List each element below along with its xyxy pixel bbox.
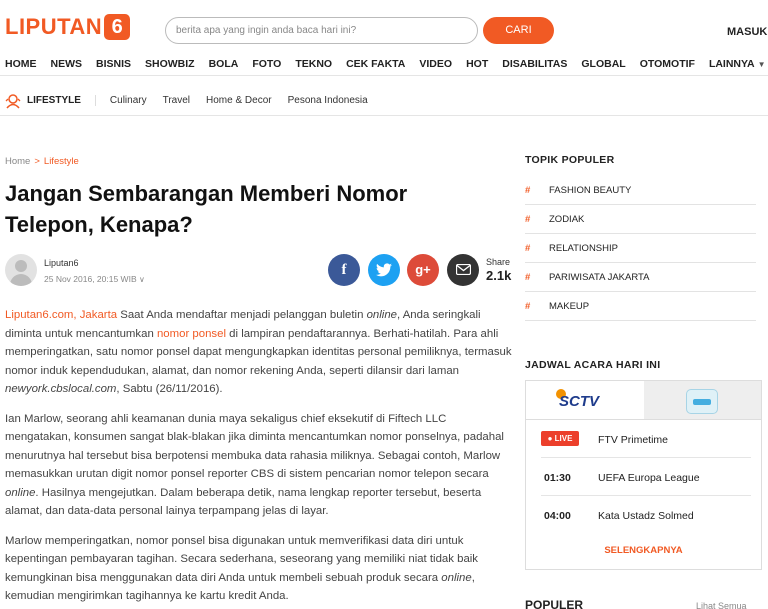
schedule-row[interactable] — [541, 421, 751, 458]
hashtag-icon: # — [525, 184, 531, 196]
list-item[interactable] — [525, 292, 756, 321]
hashtag-icon: # — [525, 271, 531, 283]
text-italic: online — [441, 571, 472, 584]
site-header — [0, 0, 768, 50]
breadcrumb-current[interactable]: Lifestyle — [43, 156, 79, 167]
nav-item-lainnya[interactable] — [709, 58, 766, 70]
nav-item-otomotif[interactable]: OTOMOTIF — [639, 57, 695, 70]
topik-label: MAKEUP — [549, 300, 590, 312]
article-paragraph — [5, 410, 515, 521]
text-italic: newyork.cbslocal.com — [5, 383, 117, 395]
sctv-logo: SCTV — [559, 393, 600, 410]
list-item[interactable] — [525, 176, 756, 205]
article-paragraph — [5, 532, 515, 606]
channel-tabs — [526, 381, 761, 420]
tab-indosiar[interactable] — [644, 381, 761, 420]
nav-item-video[interactable]: VIDEO — [419, 57, 453, 70]
chevron-down-icon: ∨ — [139, 275, 145, 284]
topik-populer-title: TOPIK POPULER — [525, 154, 615, 166]
list-item[interactable] — [525, 205, 756, 234]
main-nav — [0, 52, 768, 76]
list-item[interactable] — [525, 263, 756, 292]
tab-sctv[interactable] — [526, 381, 644, 420]
text-italic: online — [5, 486, 36, 499]
schedule-row[interactable] — [541, 459, 751, 496]
schedule-title: FTV Primetime — [598, 434, 669, 446]
text: di lampiran pendaftarannya. Berhati-hatilah. Para ahli memperingatkan, satu nomor ponsel dapat mengungkapkan identitas personal pemiliknya, termasuk nomor induk kependudukan, alamat, dan nomor rekening Anda, seperti dilansir dari laman — [5, 327, 512, 377]
subnav-item-travel[interactable]: Travel — [162, 95, 191, 106]
search-button[interactable]: CARI — [483, 17, 554, 44]
populer-see-all-link[interactable]: Lihat Semua — [696, 601, 747, 609]
article-source-link[interactable]: Liputan6.com, Jakarta — [5, 309, 118, 321]
topik-label: FASHION BEAUTY — [549, 184, 632, 196]
chevron-right-icon: > — [34, 156, 40, 167]
nav-item-foto[interactable]: FOTO — [252, 57, 282, 70]
nav-item-disabilitas[interactable]: DISABILITAS — [502, 57, 568, 70]
nav-item-hot[interactable]: HOT — [466, 57, 489, 70]
schedule-title: Kata Ustadz Solmed — [598, 510, 694, 522]
publish-date — [44, 274, 145, 284]
nav-item-showbiz[interactable]: SHOWBIZ — [145, 57, 195, 70]
nav-more-label: LAINNYA — [708, 57, 755, 70]
hashtag-icon: # — [525, 213, 531, 225]
text: , Sabtu (26/11/2016). — [116, 383, 223, 395]
nav-item-news[interactable]: NEWS — [50, 57, 82, 70]
facebook-icon: f — [341, 262, 347, 278]
topik-label: RELATIONSHIP — [549, 242, 618, 254]
indosiar-logo — [686, 389, 718, 414]
logo-text: LIPUTAN — [5, 14, 103, 39]
share-count: 2.1k — [486, 268, 512, 283]
publish-date-text: 25 Nov 2016, 20:15 WIB — [44, 274, 137, 284]
text: Marlow memperingatkan, nomor ponsel bisa digunakan untuk memverifikasi data diri untuk kepentingan pembayaran tagihan. Secara sederhana, seseorang yang memiliki niat tidak baik kemungkinan bisa menggunakan data diri Anda untuk membeli sebuah produk secara — [5, 534, 479, 584]
facebook-share-button[interactable] — [328, 254, 360, 286]
article-body — [5, 306, 515, 609]
subnav-item-pesona-indonesia[interactable]: Pesona Indonesia — [287, 95, 368, 106]
nav-item-global[interactable]: GLOBAL — [581, 57, 626, 70]
list-item[interactable] — [525, 234, 756, 263]
google-plus-icon: g+ — [415, 262, 431, 277]
section-subnav — [0, 86, 768, 116]
site-logo[interactable] — [5, 14, 130, 40]
article-meta — [5, 254, 515, 288]
schedule-title: UEFA Europa League — [598, 472, 700, 484]
chevron-down-icon: ▼ — [757, 59, 766, 69]
live-badge: ● LIVE — [541, 431, 579, 446]
twitter-icon — [376, 263, 392, 277]
jadwal-title: JADWAL ACARA HARI INI — [525, 359, 661, 371]
share-label: Share — [486, 257, 511, 267]
nav-item-tekno[interactable]: TEKNO — [295, 57, 333, 70]
article-paragraph — [5, 306, 515, 399]
text: , kemudian mengirimkan tagihannya ke kartu kredit Anda. — [5, 571, 475, 602]
google-plus-share-button[interactable] — [407, 254, 439, 286]
topik-populer-list — [525, 176, 756, 321]
nav-item-home[interactable]: HOME — [5, 57, 37, 70]
populer-title: POPULER — [525, 598, 584, 609]
logo-number: 6 — [104, 14, 130, 40]
breadcrumb-home[interactable]: Home — [5, 156, 31, 167]
text: Ian Marlow, seorang ahli keamanan dunia maya sekaligus chief eksekutif di Fiftech LLC mengatakan, konsumen sangat blak-blakan jika diminta mencantumkan nomor ponselnya, padahal menurutnya hal tersebut bisa berpotensi membuka data rahasia miliknya. Sebagai contoh, Marlow memasukkan urutan digit nomor ponsel reporter CBS di sistem pencarian nomor telepon secara — [5, 412, 504, 480]
live-label: LIVE — [554, 434, 573, 443]
subnav-item-culinary[interactable]: Culinary — [109, 95, 147, 106]
author-avatar — [5, 254, 37, 286]
topik-label: PARIWISATA JAKARTA — [549, 271, 650, 283]
email-share-button[interactable] — [447, 254, 479, 286]
twitter-share-button[interactable] — [368, 254, 400, 286]
selengkapnya-link[interactable]: SELENGKAPNYA — [604, 545, 683, 556]
topik-label: ZODIAK — [549, 213, 585, 225]
schedule-row[interactable] — [541, 497, 751, 534]
nomor-ponsel-link[interactable]: nomor ponsel — [156, 327, 226, 340]
text: , Anda seringkali diminta untuk mencantumkan — [5, 309, 481, 340]
section-title[interactable]: LIFESTYLE — [27, 95, 96, 106]
lifestyle-icon — [5, 93, 21, 109]
tv-schedule-box — [525, 380, 762, 570]
search-input[interactable]: berita apa yang ingin anda baca hari ini? — [165, 17, 478, 44]
login-link[interactable]: MASUK — [727, 26, 768, 38]
envelope-icon — [456, 264, 471, 275]
schedule-time: 04:00 — [544, 510, 571, 522]
hashtag-icon: # — [525, 300, 531, 312]
hashtag-icon: # — [525, 242, 531, 254]
text: . Hasilnya mengejutkan. Dalam beberapa detik, nama lengkap reporter tersebut, beserta alamat, dan data-data personal lainya terpampang jelas di layar. — [5, 486, 482, 517]
breadcrumb — [5, 156, 79, 167]
text: Saat Anda mendaftar menjadi pelanggan buletin — [117, 309, 367, 321]
schedule-time: 01:30 — [544, 472, 571, 484]
article-title: Jangan Sembarangan Memberi Nomor Telepon, Kenapa? — [5, 181, 408, 237]
nav-item-bisnis[interactable]: BISNIS — [96, 57, 132, 70]
nav-item-bola[interactable]: BOLA — [208, 57, 239, 70]
subnav-item-home-decor[interactable]: Home & Decor — [206, 95, 272, 106]
author-name[interactable]: Liputan6 — [44, 258, 79, 268]
nav-item-cek-fakta[interactable]: CEK FAKTA — [346, 57, 406, 70]
text-italic: online — [366, 309, 397, 321]
